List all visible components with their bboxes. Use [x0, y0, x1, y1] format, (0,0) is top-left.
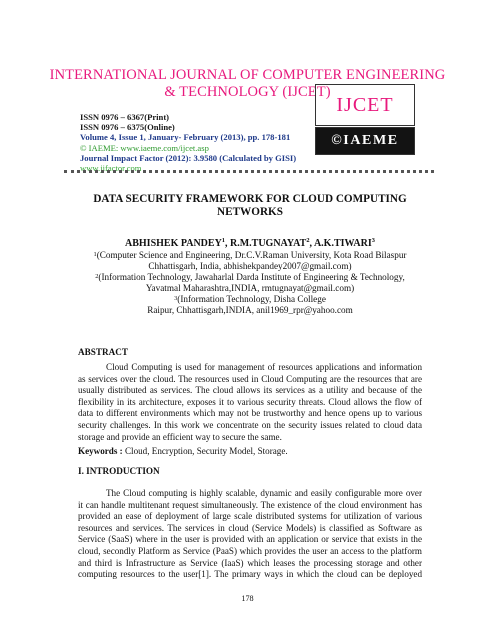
- ijcet-logo-text: IJCET: [336, 94, 394, 116]
- affiliation-3-line-2: Raipur, Chhattisgarh,INDIA, anil1969_rpr@yahoo.com: [147, 305, 353, 315]
- abstract-line: flexibility in its architecture, exposes it to various security threats. Cloud allows the flow of: [78, 396, 422, 407]
- abstract-heading: ABSTRACT: [78, 347, 129, 357]
- keywords-label: Keywords :: [78, 446, 123, 456]
- introduction-line: provided an ease of deployment of large scale distributed systems for utilization of various: [78, 511, 422, 522]
- affiliation-superscript: 3: [174, 295, 178, 302]
- issn-online: ISSN 0976 – 6375(Online): [80, 122, 175, 133]
- journal-title-line-2: & TECHNOLOGY (IJCET): [164, 84, 331, 100]
- affiliation-1-line-1: $^1$(Computer Science and Engineering, Dr.C.V.Raman University, Kota Road Bilaspur: [93, 250, 407, 260]
- abstract-line: usually distributed as services. The cloud allows its services as a utility and because of the: [78, 385, 422, 396]
- volume-info: Volume 4, Issue 1, January- February (2013), pp. 178-181: [80, 132, 291, 143]
- abstract-line: security challenges. In this work we concentrate on the security issues related to cloud data: [78, 419, 422, 430]
- paper-title: [80, 193, 420, 218]
- introduction-body: [78, 488, 422, 581]
- author-superscript: 3: [371, 237, 375, 244]
- introduction-line: computing resources to the user[1]. The primary ways in which the cloud can be deployed: [78, 569, 422, 580]
- issn-print: ISSN 0976 – 6367(Print): [80, 112, 170, 122]
- affiliation-2-line-1: $^2$(Information Technology, Jawaharlal Darda Institute of Engineering & Technology,: [95, 272, 405, 282]
- affiliation-superscript: 2: [95, 273, 99, 280]
- affiliation-2-line-2: Yavatmal Maharashtra,INDIA, rmtugnayat@gmail.com): [145, 283, 355, 293]
- jifactor-link[interactable]: www.jifactor.com: [80, 163, 142, 174]
- paper-title-line-2: NETWORKS: [217, 205, 283, 218]
- introduction-line: Service (SaaS) where in the user is provided with an application or service that exists in the: [78, 534, 422, 545]
- author-name: ABHISHEK PANDEY: [125, 238, 222, 249]
- introduction-heading: I. INTRODUCTION: [78, 466, 160, 476]
- journal-info-block: [80, 112, 296, 173]
- introduction-line: and third is Infrastructure as Service (IaaS) which leases the processing storage and other: [78, 557, 422, 568]
- abstract-line: Cloud Computing is used for management of resources applications and information: [106, 362, 422, 372]
- introduction-line: cloud, secondly Platform as Service (PaaS) which provides the user an access to the platform: [78, 545, 422, 556]
- iaeme-logo: [315, 127, 415, 155]
- paper-title-line-1: DATA SECURITY FRAMEWORK FOR CLOUD COMPUTING: [93, 193, 407, 205]
- abstract-body: [78, 362, 422, 443]
- affiliation-superscript: 1: [93, 251, 97, 258]
- journal-title-line-1: INTERNATIONAL JOURNAL OF COMPUTER ENGINEERING: [49, 67, 446, 83]
- introduction-line: resources and services. The services in cloud (Service Models) is classified as Software as: [78, 522, 422, 533]
- author-superscript: 1: [221, 237, 225, 244]
- dotted-separator: [64, 170, 434, 177]
- abstract-line: data to different environments which may not be trustworthy and hence opens up to various: [78, 408, 422, 419]
- affiliation-3-line-1: $^3$(Information Technology, Disha College: [174, 294, 326, 304]
- abstract-line: storage and provide an efficient way to secure the same.: [78, 431, 282, 442]
- keywords: [78, 446, 288, 456]
- author-list: [80, 238, 420, 249]
- introduction-line: The Cloud computing is highly scalable, dynamic and easily configurable more over: [106, 488, 422, 498]
- affiliations: [78, 250, 422, 316]
- ijcet-logo: [315, 84, 415, 126]
- iaeme-website-link[interactable]: © IAEME: www.iaeme.com/ijcet.asp: [80, 142, 209, 153]
- introduction-line: it can handle multitenant request simultaneously. The existence of the cloud environment has: [78, 499, 422, 510]
- author-superscript: 2: [306, 237, 310, 244]
- affiliation-1-line-2: Chhattisgarh, India, abhishekpandey2007@gmail.com): [148, 261, 352, 271]
- author-name: , R.M.TUGNAYAT: [225, 238, 307, 249]
- iaeme-logo-text: ©IAEME: [331, 133, 399, 148]
- impact-factor: Journal Impact Factor (2012): 3.9580 (Calculated by GISI): [80, 152, 297, 163]
- keywords-text: Cloud, Encryption, Security Model, Storage.: [122, 446, 288, 456]
- author-name: , A.K.TIWARI: [309, 238, 372, 249]
- abstract-line: as services over the cloud. The resources used in Cloud Computing are the resources that are: [78, 373, 422, 384]
- page-number: 178: [241, 594, 254, 603]
